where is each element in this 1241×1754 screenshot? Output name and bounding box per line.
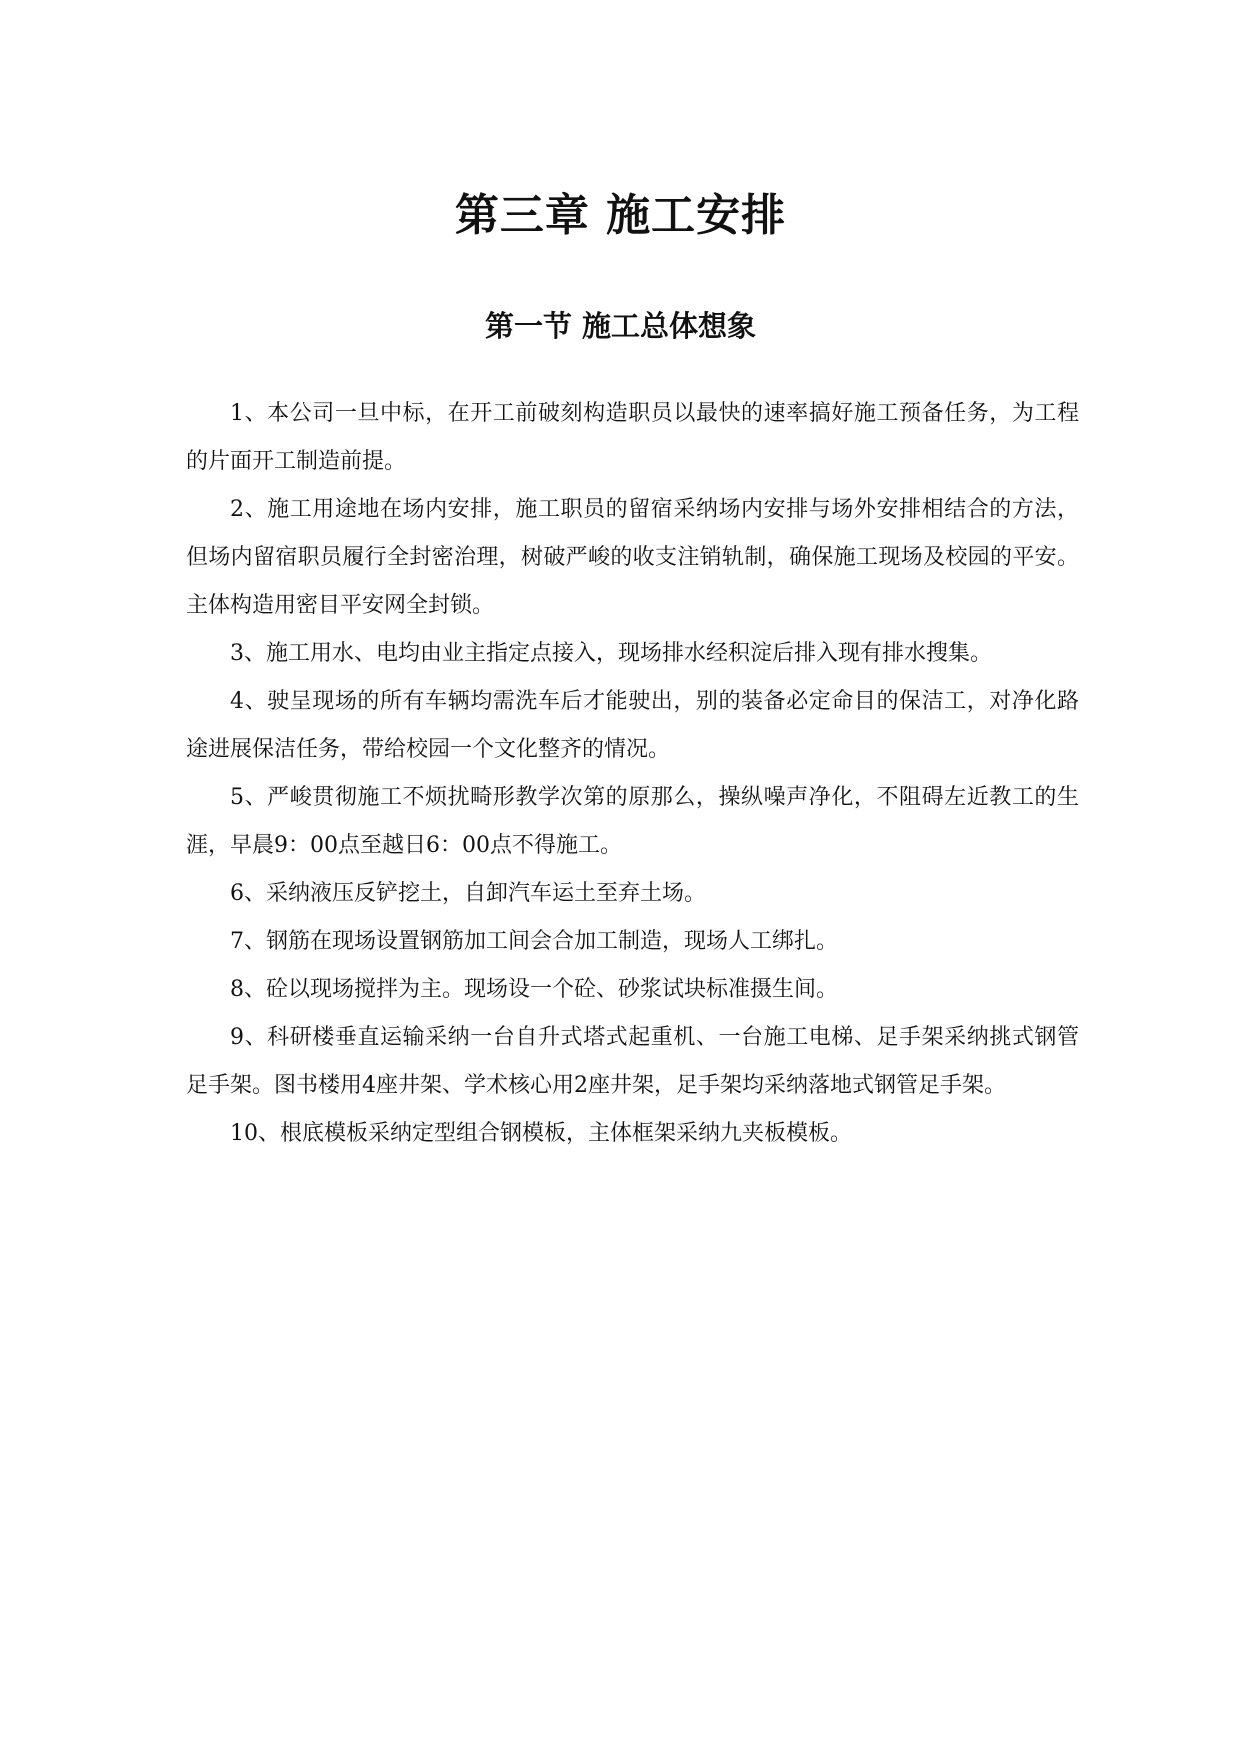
- paragraph-10: 10、根底模板采纳定型组合钢模板，主体框架采纳九夹板模板。: [230, 1121, 852, 1146]
- paragraph-9: 9、科研楼垂直运输采纳一台自升式塔式起重机、一台施工电梯、足手架采纳挑式钢管足手架。图书楼用4座井架、学术核心用2座井架，足手架均采纳落地式钢管足手架。: [186, 1025, 1079, 1098]
- paragraph-2: 2、施工用途地在场内安排，施工职员的留宿采纳场内安排与场外安排相结合的方法，但场内留宿职员履行全封密治理，树破严峻的收支注销轨制，确保施工现场及校园的平安。主体构造用密目平安网全封锁。: [186, 497, 1079, 618]
- paragraph-6: 6、采纳液压反铲挖土，自卸汽车运土至弃土场。: [230, 881, 706, 906]
- paragraph-8: 8、砼以现场搅拌为主。现场设一个砼、砂浆试块标准摄生间。: [230, 977, 838, 1002]
- paragraph-3: 3、施工用水、电均由业主指定点接入，现场排水经积淀后排入现有排水搜集。: [230, 641, 992, 666]
- paragraph-5: 5、严峻贯彻施工不烦扰畸形教学次第的原那么，操纵噪声净化，不阻碍左近教工的生涯，早晨9：00点至越日6：00点不得施工。: [186, 785, 1079, 858]
- section-title: 第一节 施工总体想象: [484, 309, 757, 343]
- chapter-title: 第三章 施工安排: [454, 190, 787, 241]
- paragraph-7: 7、钢筋在现场设置钢筋加工间会合加工制造，现场人工绑扎。: [230, 929, 838, 954]
- document-body: [186, 390, 1079, 1158]
- paragraph-4: 4、驶呈现场的所有车辆均需洗车后才能驶出，别的装备必定命目的保洁工，对净化路途进展保洁任务，带给校园一个文化整齐的情况。: [186, 689, 1079, 762]
- paragraph-1: 1、本公司一旦中标，在开工前破刻构造职员以最快的速率搞好施工预备任务，为工程的片面开工制造前提。: [186, 401, 1079, 474]
